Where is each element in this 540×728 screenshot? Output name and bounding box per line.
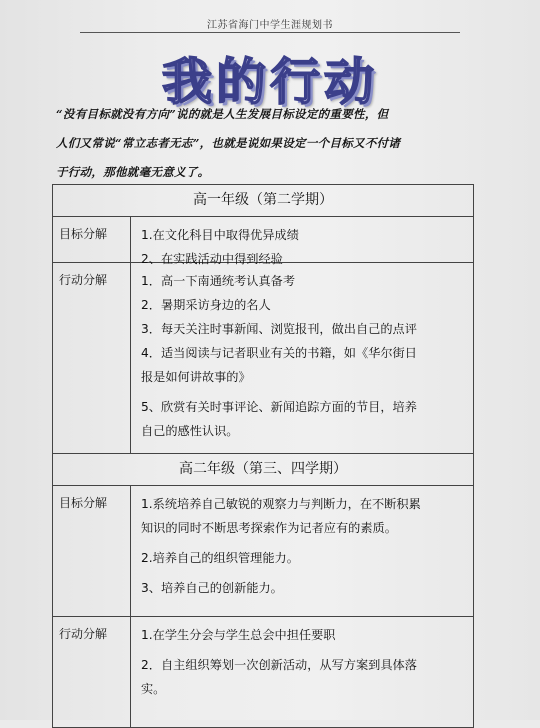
action-item: 报是如何讲故事的》 <box>141 370 251 384</box>
action-plan-table <box>52 184 474 728</box>
action-item: 1.在学生分会与学生总会中担任要职 <box>141 628 336 642</box>
action-row <box>53 263 473 454</box>
goal-row <box>53 486 473 617</box>
action-item: 自己的感性认识。 <box>141 424 239 438</box>
intro-line: 于行动，那他就毫无意义了。 <box>56 165 210 179</box>
intro-line: 人们又常说“常立志者无志”，也就是说如果设定一个目标又不付诸 <box>56 136 401 150</box>
goal-item: 知识的同时不断思考探索作为记者应有的素质。 <box>141 521 397 535</box>
goal-item: 2、在实践活动中得到经验 <box>141 252 283 266</box>
row-label: 行动分解 <box>53 263 131 453</box>
row-label: 行动分解 <box>53 617 131 727</box>
action-item: 2．自主组织筹划一次创新活动，从写方案到具体落 <box>141 658 417 672</box>
action-row <box>53 617 473 728</box>
goal-item: 1.系统培养自己敏锐的观察力与判断力，在不断积累 <box>141 497 421 511</box>
action-item: 4．适当阅读与记者职业有关的书籍，如《华尔街日 <box>141 346 417 360</box>
action-item: 实。 <box>141 682 166 696</box>
section-heading: 高二年级（第三、四学期） <box>53 454 473 486</box>
action-item: 5、欣赏有关时事评论、新闻追踪方面的节目，培养 <box>141 400 417 414</box>
goal-item: 2.培养自己的组织管理能力。 <box>141 551 299 565</box>
action-item: 2．暑期采访身边的名人 <box>141 298 271 312</box>
action-content <box>131 617 473 727</box>
action-item: 3．每天关注时事新闻、浏览报刊，做出自己的点评 <box>141 322 417 336</box>
header-rule <box>80 32 460 33</box>
action-item: 1．高一下南通统考认真备考 <box>141 274 296 288</box>
intro-line: “没有目标就没有方向”说的就是人生发展目标设定的重要性，但 <box>56 107 389 121</box>
section-heading: 高一年级（第二学期） <box>53 185 473 217</box>
page-header: 江苏省海门中学生涯规划书 <box>207 20 333 31</box>
page-title: 我的行动 <box>162 53 378 111</box>
row-label: 目标分解 <box>53 486 131 616</box>
goal-content <box>131 486 473 616</box>
goal-item: 1.在文化科目中取得优异成绩 <box>141 228 299 242</box>
action-content <box>131 263 473 453</box>
goal-item: 3、培养自己的创新能力。 <box>141 581 283 595</box>
row-label: 目标分解 <box>53 217 131 262</box>
goal-row <box>53 217 473 266</box>
goal-content <box>131 217 473 266</box>
intro-paragraph <box>56 100 476 187</box>
